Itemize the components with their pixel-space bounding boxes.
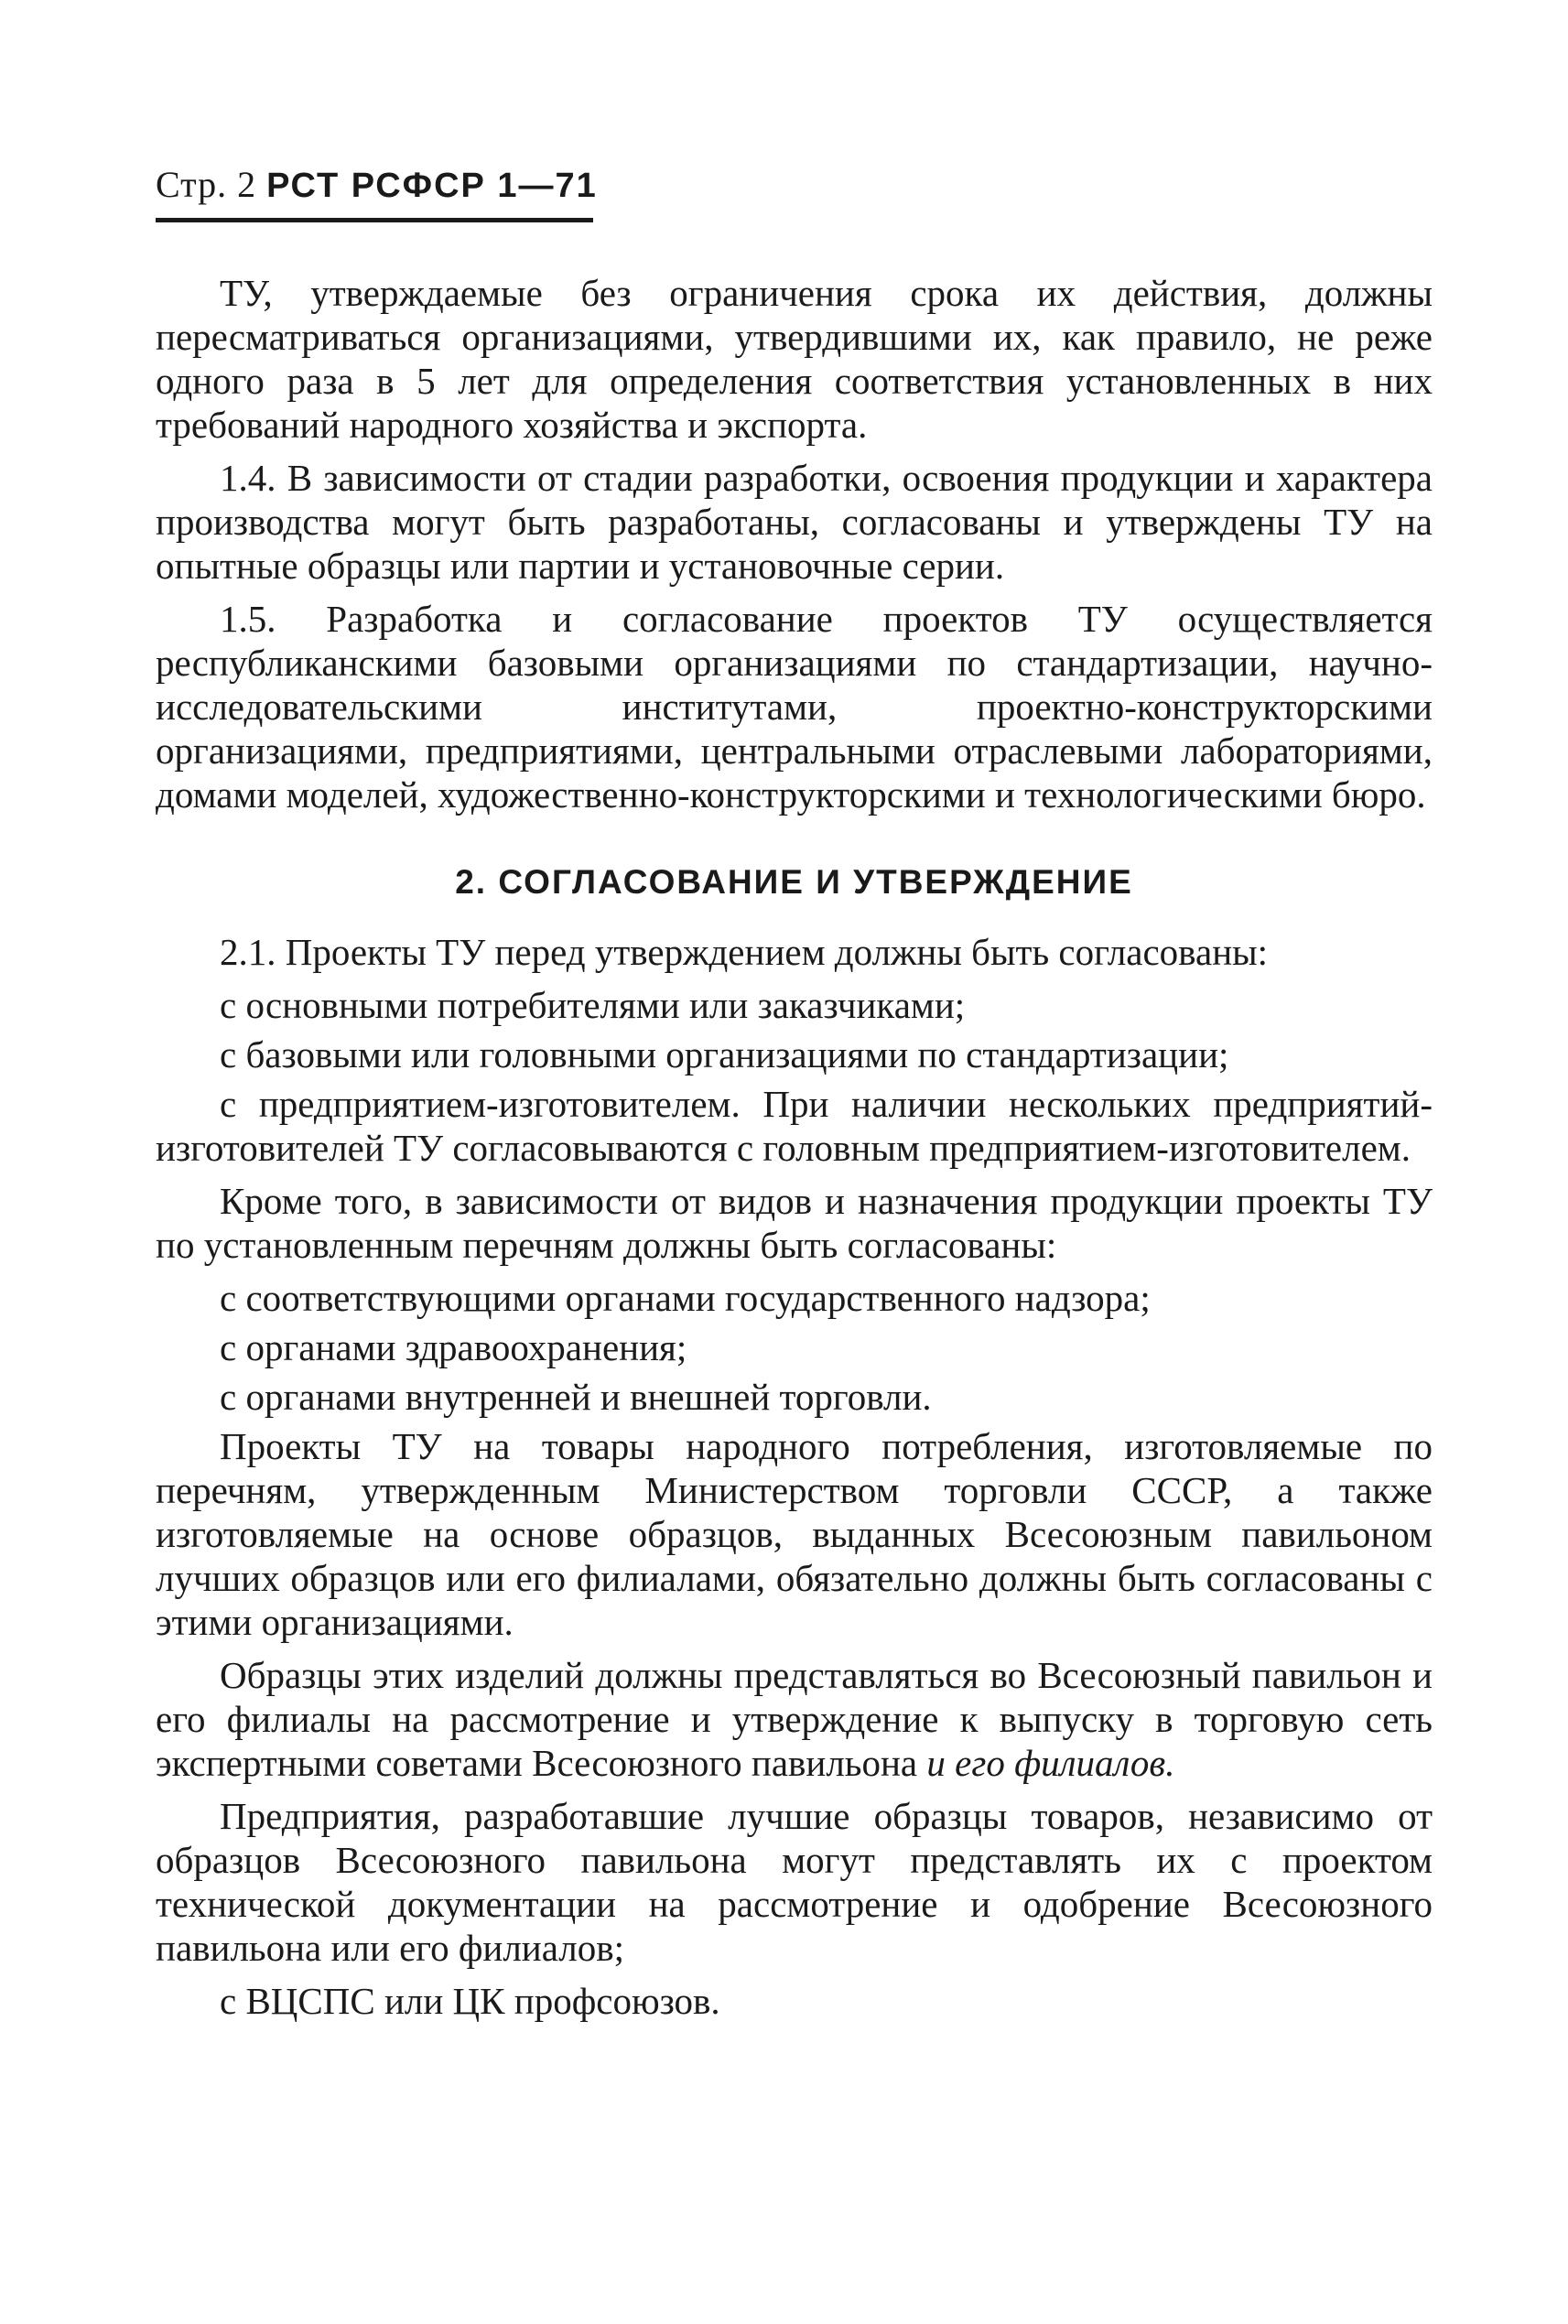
page-number-label: Стр. 2 <box>156 164 257 205</box>
paragraph-samples-text: Образцы этих изделий должны представляться во Всесоюзный павильон и его филиалы на рассмотрение и утверждение к выпуску в торговую сеть экспертными советами Всесоюзного павильона <box>156 1654 1433 1784</box>
body-text <box>156 271 1433 2028</box>
list-item: с основными потребителями или заказчиками; <box>220 984 966 1026</box>
section-title: 2. СОГЛАСОВАНИЕ И УТВЕРЖДЕНИЕ <box>455 863 1133 901</box>
paragraph-besides: Кроме того, в зависимости от видов и назначения продукции проекты ТУ по установленным перечням должны быть согласованы: <box>156 1180 1433 1266</box>
paragraph-samples-italic: и его филиалов. <box>926 1742 1175 1784</box>
paragraph-1-4: 1.4. В зависимости от стадии разработки, освоения продукции и характера производства могут быть разработаны, согласованы и утверждены ТУ на опытные образцы или партии и установочные серии. <box>156 457 1433 587</box>
list-item-last: с ВЦСПС или ЦК профсоюзов. <box>220 1980 720 2022</box>
paragraph-1-5: 1.5. Разработка и согласование проектов ТУ осуществляется республиканскими базовыми организациями по стандартизации, научно-исследовательскими институтами, проектно-конструкторскими организациями, предприятиями, центральными отраслевыми лабораториями, домами моделей, художественно-конструкторскими и технологическими бюро. <box>156 598 1433 816</box>
header-rule <box>156 218 593 222</box>
list-item: с органами внутренней и внешней торговли. <box>220 1376 932 1418</box>
paragraph-2-1: 2.1. Проекты ТУ перед утверждением должны быть согласованы: <box>220 931 1269 973</box>
paragraph-enterprise: с предприятием-изготовителем. При наличии нескольких предприятий-изготовителей ТУ согласовываются с головным предприятием-изготовителем. <box>156 1083 1433 1169</box>
list-item: с органами здравоохранения; <box>220 1326 687 1368</box>
standard-designation: РСТ РСФСР 1—71 <box>266 167 598 205</box>
list-item: с соответствующими органами государственного надзора; <box>220 1277 1151 1319</box>
page-header <box>156 163 598 206</box>
paragraph-consumer-goods: Проекты ТУ на товары народного потребления, изготовляемые по перечням, утвержденным Министерством торговли СССР, а также изготовляемые на основе образцов, выданных Всесоюзным павильоном лучших образцов или его филиалами, обязательно должны быть согласованы с этими организациями. <box>156 1425 1433 1643</box>
paragraph-enterprises: Предприятия, разработавшие лучшие образцы товаров, независимо от образцов Всесоюзного павильона могут представлять их с проектом технической документации на рассмотрение и одобрение Всесоюзного павильона или его филиалов; <box>156 1795 1433 1969</box>
paragraph-review-period: ТУ, утверждаемые без ограничения срока их действия, должны пересматриваться организациями, утвердившими их, как правило, не реже одного раза в 5 лет для определения соответствия установленных в них требований народного хозяйства и экспорта. <box>156 272 1433 446</box>
list-item: с базовыми или головными организациями по стандартизации; <box>220 1033 1229 1076</box>
paragraph-samples <box>156 1653 1433 1785</box>
